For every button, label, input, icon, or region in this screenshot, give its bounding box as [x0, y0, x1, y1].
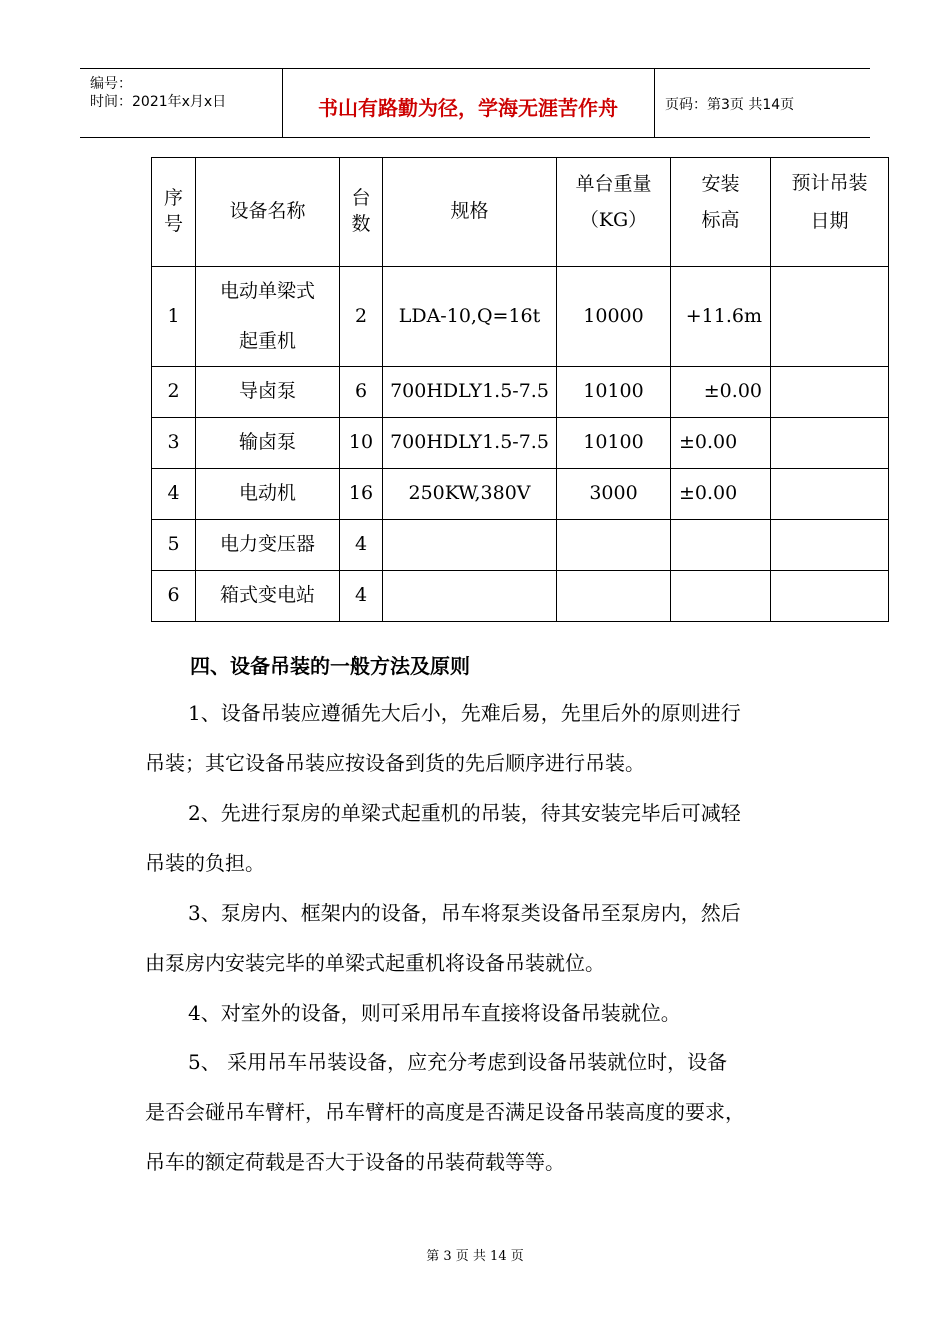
- paragraph-1: 1、设备吊装应遵循先大后小，先难后易，先里后外的原则进行 吊装；其它设备吊装应按设备到货的先后顺序进行吊装。: [145, 701, 741, 775]
- header-left-cell: [80, 69, 283, 137]
- cell-spec: [383, 571, 557, 622]
- table-row: [152, 571, 889, 622]
- page-footer: 第 3 页 共 14 页: [426, 1249, 524, 1264]
- table-row: [152, 267, 889, 367]
- table-row: [152, 418, 889, 469]
- header-lift-date: 预计吊装 日期: [771, 158, 889, 267]
- cell-height: +11.6m: [671, 267, 771, 367]
- header-install-height: 安装 标高: [671, 158, 771, 267]
- cell-count: 4: [340, 571, 383, 622]
- header-motto: 书山有路勤为径，学海无涯苦作舟: [318, 96, 618, 120]
- cell-date: [771, 367, 889, 418]
- cell-date: [771, 571, 889, 622]
- header-right-cell: [654, 69, 871, 137]
- header-spec: 规格: [383, 158, 557, 267]
- cell-count: 6: [340, 367, 383, 418]
- equipment-table: [151, 157, 889, 622]
- cell-name: 箱式变电站: [196, 571, 340, 622]
- cell-weight: 3000: [557, 469, 671, 520]
- header-seq: 序 号: [152, 158, 196, 267]
- paragraph-3: 3、泵房内、框架内的设备，吊车将泵类设备吊至泵房内，然后 由泵房内安装完毕的单梁式起重机将设备吊装就位。: [145, 901, 741, 975]
- cell-spec: 700HDLY1.5-7.5: [383, 367, 557, 418]
- cell-count: 2: [340, 267, 383, 367]
- paragraph-2: 2、先进行泵房的单梁式起重机的吊装，待其安装完毕后可减轻 吊装的负担。: [145, 801, 741, 875]
- header-page-label: 页码：第3页 共14页: [665, 97, 795, 113]
- cell-seq: 6: [152, 571, 196, 622]
- cell-seq: 5: [152, 520, 196, 571]
- cell-name: 电动机: [196, 469, 340, 520]
- cell-name: 导卤泵: [196, 367, 340, 418]
- table-row: [152, 469, 889, 520]
- document-time-label: 时间：2021年x月x日: [90, 94, 227, 110]
- cell-name: 电动单梁式 起重机: [196, 267, 340, 367]
- paragraph-5: 5、 采用吊车吊装设备，应充分考虑到设备吊装就位时，设备 是否会碰吊车臂杆，吊车臂杆的高度是否满足设备吊装高度的要求， 吊车的额定荷载是否大于设备的吊装荷载等等。: [145, 1050, 745, 1174]
- table-row: [152, 367, 889, 418]
- cell-count: 4: [340, 520, 383, 571]
- document-number-label: 编号：: [90, 76, 132, 92]
- cell-name: 电力变压器: [196, 520, 340, 571]
- cell-weight: 10000: [557, 267, 671, 367]
- cell-date: [771, 267, 889, 367]
- cell-weight: [557, 571, 671, 622]
- cell-spec: [383, 520, 557, 571]
- section-title: 四、设备吊装的一般方法及原则: [190, 654, 470, 678]
- cell-spec: 700HDLY1.5-7.5: [383, 418, 557, 469]
- cell-weight: 10100: [557, 367, 671, 418]
- page-header: [80, 68, 870, 138]
- cell-date: [771, 469, 889, 520]
- table-header-row: [152, 158, 889, 267]
- cell-seq: 2: [152, 367, 196, 418]
- cell-height: [671, 520, 771, 571]
- table-row: [152, 520, 889, 571]
- header-weight: 单台重量 （KG）: [557, 158, 671, 267]
- cell-height: ±0.00: [671, 418, 771, 469]
- cell-spec: 250KW,380V: [383, 469, 557, 520]
- cell-height: [671, 571, 771, 622]
- cell-date: [771, 418, 889, 469]
- cell-seq: 3: [152, 418, 196, 469]
- cell-date: [771, 520, 889, 571]
- header-name: 设备名称: [196, 158, 340, 267]
- paragraph-4: 4、对室外的设备，则可采用吊车直接将设备吊装就位。: [188, 1001, 681, 1025]
- cell-count: 16: [340, 469, 383, 520]
- cell-height: ±0.00: [671, 367, 771, 418]
- cell-seq: 1: [152, 267, 196, 367]
- cell-height: ±0.00: [671, 469, 771, 520]
- cell-count: 10: [340, 418, 383, 469]
- header-count: 台 数: [340, 158, 383, 267]
- cell-weight: 10100: [557, 418, 671, 469]
- cell-weight: [557, 520, 671, 571]
- cell-name: 输卤泵: [196, 418, 340, 469]
- cell-seq: 4: [152, 469, 196, 520]
- cell-spec: LDA-10,Q=16t: [383, 267, 557, 367]
